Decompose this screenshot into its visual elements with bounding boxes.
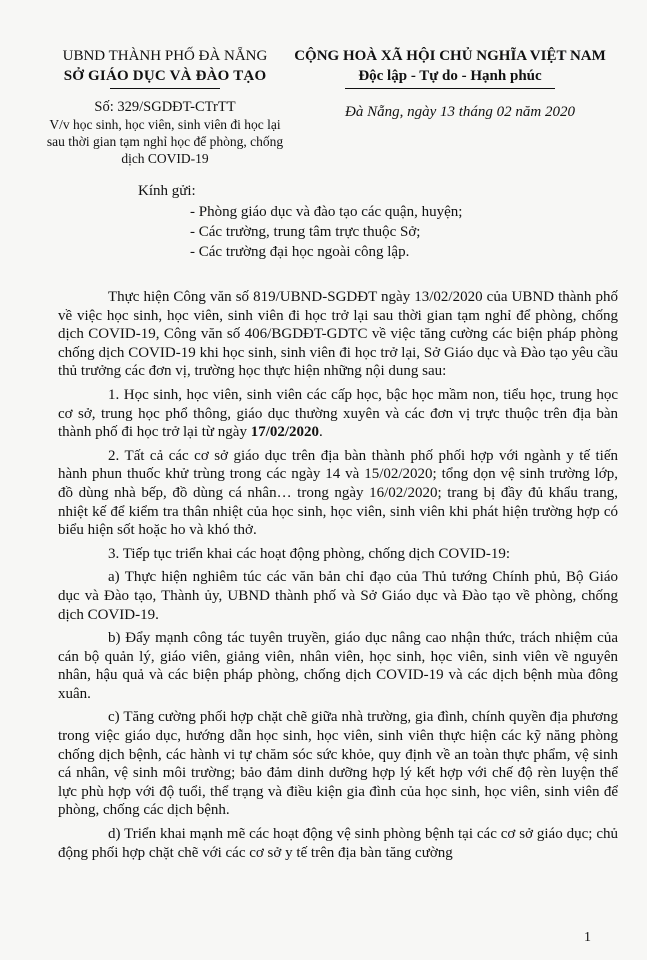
recipient-item: - Phòng giáo dục và đào tạo các quận, huyện; (190, 204, 463, 220)
org-line-1: UBND THÀNH PHỐ ĐÀ NẴNG (62, 48, 268, 64)
issuing-authority (40, 46, 290, 89)
nation-underline (345, 88, 555, 89)
item-2-paragraph: 2. Tất cả các cơ sở giáo dục trên địa bàn thành phố phối hợp với ngành y tế tiến hành phun thuốc khử trùng trong các ngày 14 và 15/02/2020; tổng dọn vệ sinh trường lớp, đồ dùng nhà bếp, đồ dùng cá nhân… trong ngày 16/02/2020; trang bị đầy đủ khẩu trang, nhiệt kế để kiểm tra thân nhiệt của học sinh, học viên, sinh viên khi phát hiện trường hợp có biểu hiện sốt hoặc ho và khó thở. (58, 447, 618, 539)
item-3d-paragraph: d) Triển khai mạnh mẽ các hoạt động vệ sinh phòng bệnh tại các cơ sở giáo dục; chủ động phối hợp chặt chẽ với các cơ sở y tế trên địa bàn tăng cường (58, 826, 618, 861)
item-1-paragraph (58, 386, 618, 442)
document-number: Số: 329/SGDĐT-CTrTT (94, 99, 236, 115)
greeting: Kính gửi: (138, 183, 196, 199)
item-1-end: . (319, 424, 323, 441)
org-line-2: SỞ GIÁO DỤC VÀ ĐÀO TẠO (63, 68, 267, 84)
national-heading (280, 46, 620, 89)
item-3b-paragraph: b) Đẩy mạnh công tác tuyên truyền, giáo dục nâng cao nhận thức, trách nhiệm của cán bộ quản lý, giáo viên, giảng viên, nhân viên, học sinh, học viên, sinh viên về nguyên nhân, hậu quả và các biện pháp phòng, chống dịch COVID-19 và các dịch bệnh mùa đông xuân. (58, 630, 618, 702)
document-subject: V/v học sinh, học viên, sinh viên đi học lại sau thời gian tạm nghỉ học để phòng, chống dịch COVID-19 (46, 117, 284, 166)
item-1-date: 17/02/2020 (250, 424, 320, 441)
document-body (58, 288, 618, 867)
intro-paragraph: Thực hiện Công văn số 819/UBND-SGDĐT ngày 13/02/2020 của UBND thành phố về việc học sinh, học viên, sinh viên đi học trở lại sau thời gian tạm nghỉ để phòng, chống dịch COVID-19, Công văn số 406/BGDĐT-GDTC về việc tăng cường các biện pháp phòng chống dịch COVID-19 khi học sinh, sinh viên đi học trở lại, Sở Giáo dục và Đào tạo yêu cầu thủ trưởng các đơn vị, trường học thực hiện những nội dung sau: (58, 289, 618, 380)
place-date: Đà Nẵng, ngày 13 tháng 02 năm 2020 (345, 104, 575, 120)
nation-line-2: Độc lập - Tự do - Hạnh phúc (358, 68, 542, 84)
recipient-list (190, 202, 462, 262)
recipient-item: - Các trường đại học ngoài công lập. (190, 244, 410, 260)
nation-line-1: CỘNG HOÀ XÃ HỘI CHỦ NGHĨA VIỆT NAM (294, 48, 606, 64)
page-number: 1 (584, 930, 591, 945)
org-underline (110, 88, 220, 89)
item-3-paragraph: 3. Tiếp tục triển khai các hoạt động phòng, chống dịch COVID-19: (108, 545, 511, 562)
item-3a-paragraph: a) Thực hiện nghiêm túc các văn bản chỉ đạo của Thủ tướng Chính phủ, Bộ Giáo dục và Đào tạo, Thành ủy, UBND thành phố và Sở Giáo dục và Đào tạo về phòng, chống dịch COVID-19. (58, 569, 618, 623)
item-1-text: 1. Học sinh, học viên, sinh viên các cấp học, bậc học mầm non, tiểu học, trung học cơ sở, trung học phổ thông, giáo dục thường xuyên và các đơn vị trực thuộc trên địa bàn thành phố đi học trở lại từ ngày (58, 386, 618, 441)
recipient-item: - Các trường, trung tâm trực thuộc Sở; (190, 224, 421, 240)
item-3c-paragraph: c) Tăng cường phối hợp chặt chẽ giữa nhà trường, gia đình, chính quyền địa phương trong việc giáo dục, hướng dẫn học sinh, học viên, sinh viên thực hiện các kỹ năng phòng chống dịch bệnh, các hành vi tự chăm sóc sức khỏe, quy định về an toàn thực phẩm, vệ sinh cá nhân, vệ sinh môi trường; bảo đảm dinh dưỡng hợp lý kết hợp với chế độ rèn luyện thể lực phù hợp với độ tuổi, thể trạng và điều kiện gia đình của học sinh, học viên, sinh viên để phòng, chống các dịch bệnh. (58, 709, 618, 819)
